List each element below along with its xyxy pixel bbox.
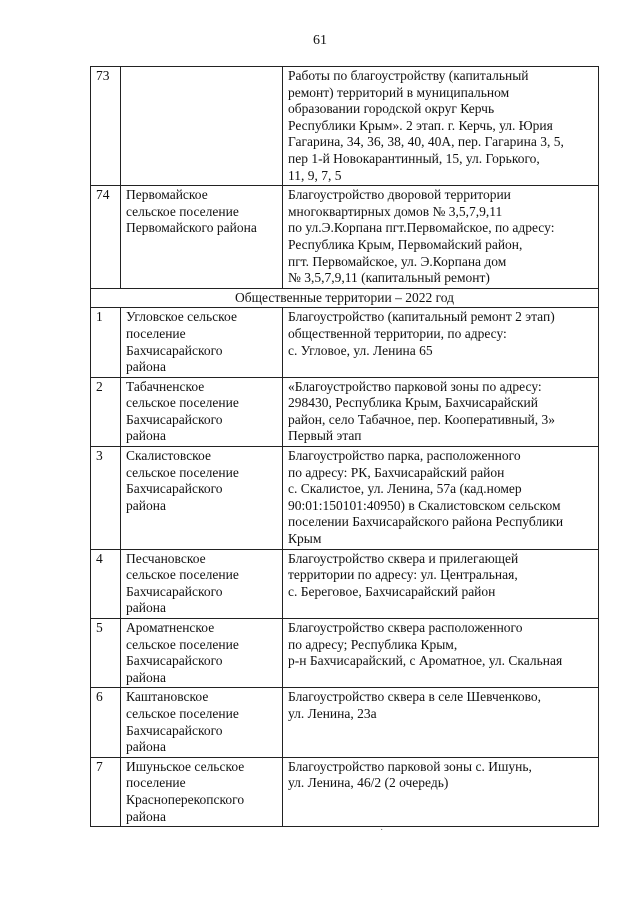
work-description-line: 298430, Республика Крым, Бахчисарайский bbox=[288, 395, 538, 411]
row-number: 74 bbox=[91, 186, 121, 289]
table-row bbox=[91, 308, 599, 377]
settlement-name-line: Первомайского района bbox=[126, 220, 257, 236]
work-description-line: Республика Крым, Первомайский район, bbox=[288, 236, 523, 252]
settlement-name bbox=[121, 308, 283, 377]
work-description-line: Благоустройство (капитальный ремонт 2 этап) bbox=[288, 309, 555, 325]
settlement-name bbox=[121, 619, 283, 688]
settlement-name-line: Красноперекопского bbox=[126, 791, 245, 807]
settlement-name-line: поселение bbox=[126, 325, 186, 341]
settlement-name bbox=[121, 67, 283, 186]
settlement-name-line: Бахчисарайского bbox=[126, 722, 223, 738]
page-number: 61 bbox=[313, 33, 327, 48]
territories-table bbox=[90, 66, 599, 827]
work-description-line: Благоустройство сквера расположенного bbox=[288, 620, 523, 635]
work-description-line: по адресу: РК, Бахчисарайский район bbox=[288, 464, 505, 480]
work-description-line: с. Скалистое, ул. Ленина, 57а (кад.номер bbox=[288, 481, 522, 497]
work-description-line: образовании городской округ Керчь bbox=[288, 101, 495, 117]
work-description bbox=[283, 186, 599, 289]
row-number: 7 bbox=[91, 757, 121, 826]
section-row bbox=[91, 288, 599, 308]
work-description-line: с. Угловое, ул. Ленина 65 bbox=[288, 342, 433, 358]
row-number: 1 bbox=[91, 308, 121, 377]
table-row bbox=[91, 67, 599, 186]
section-title: Общественные территории – 2022 год bbox=[91, 288, 599, 308]
work-description-line: Работы по благоустройству (капитальный bbox=[288, 68, 529, 83]
settlement-name-line: района bbox=[126, 739, 166, 755]
work-description-line: Гагарина, 34, 36, 38, 40, 40А, пер. Гагарина 3, 5, bbox=[288, 134, 564, 150]
settlement-name-line: сельское поселение bbox=[126, 464, 239, 480]
settlement-name-line: Бахчисарайского bbox=[126, 411, 223, 427]
table-row bbox=[91, 549, 599, 618]
work-description-line: Крым bbox=[288, 531, 322, 547]
work-description bbox=[283, 757, 599, 826]
work-description bbox=[283, 377, 599, 446]
settlement-name bbox=[121, 688, 283, 757]
work-description-line: с. Береговое, Бахчисарайский район bbox=[288, 583, 496, 599]
settlement-name-line: района bbox=[126, 428, 166, 444]
settlement-name-line: сельское поселение bbox=[126, 203, 239, 219]
settlement-name bbox=[121, 377, 283, 446]
row-number: 73 bbox=[91, 67, 121, 186]
work-description-line: Благоустройство парка, расположенного bbox=[288, 448, 521, 464]
work-description-line: ремонт) территорий в муниципальном bbox=[288, 84, 510, 100]
work-description-line: № 3,5,7,9,11 (капитальный ремонт) bbox=[288, 270, 490, 286]
settlement-name-line: сельское поселение bbox=[126, 636, 239, 652]
work-description-line: по адресу; Республика Крым, bbox=[288, 636, 458, 652]
settlement-name-line: сельское поселение bbox=[126, 567, 239, 583]
work-description-line: Республики Крым». 2 этап. г. Керчь, ул. Юрия bbox=[288, 117, 553, 133]
work-description bbox=[283, 67, 599, 186]
table-row bbox=[91, 757, 599, 826]
settlement-name bbox=[121, 549, 283, 618]
settlement-name-line: Ишуньское сельское bbox=[126, 758, 245, 774]
settlement-name-line: Бахчисарайского bbox=[126, 653, 223, 669]
work-description-line: Благоустройство парковой зоны с. Ишунь, bbox=[288, 758, 532, 774]
work-description bbox=[283, 688, 599, 757]
row-number: 4 bbox=[91, 549, 121, 618]
settlement-name bbox=[121, 447, 283, 550]
work-description-line: Благоустройство сквера в селе Шевченково, bbox=[288, 689, 542, 705]
settlement-name-line: Песчановское bbox=[126, 550, 206, 566]
work-description-line: район, село Табачное, пер. Кооперативный, 3» bbox=[288, 411, 556, 427]
work-description bbox=[283, 308, 599, 377]
row-number: 3 bbox=[91, 447, 121, 550]
table-row bbox=[91, 688, 599, 757]
work-description-line: территории по адресу: ул. Центральная, bbox=[288, 567, 518, 583]
settlement-name-line: района bbox=[126, 600, 166, 616]
work-description bbox=[283, 549, 599, 618]
settlement-name-line: сельское поселение bbox=[126, 705, 239, 721]
scan-mark: ˙ bbox=[380, 828, 384, 839]
settlement-name-line: района bbox=[126, 669, 166, 685]
settlement-name bbox=[121, 757, 283, 826]
work-description-line: пгт. Первомайское, ул. Э.Корпана дом bbox=[288, 253, 507, 269]
settlement-name-line: Бахчисарайского bbox=[126, 481, 223, 497]
work-description bbox=[283, 619, 599, 688]
settlement-name-line: Бахчисарайского bbox=[126, 342, 223, 358]
work-description-line: Благоустройство сквера и прилегающей bbox=[288, 550, 519, 566]
work-description-line: многоквартирных домов № 3,5,7,9,11 bbox=[288, 203, 503, 219]
work-description-line: поселении Бахчисарайского района Республики bbox=[288, 514, 564, 530]
table-row bbox=[91, 186, 599, 289]
work-description-line: 90:01:150101:40950) в Скалистовском сельском bbox=[288, 497, 561, 513]
settlement-name-line: района bbox=[126, 497, 166, 513]
settlement-name-line: Табачненское bbox=[126, 378, 205, 394]
row-number: 5 bbox=[91, 619, 121, 688]
settlement-name-line: Скалистовское bbox=[126, 448, 211, 464]
table-row bbox=[91, 447, 599, 550]
work-description-line: по ул.Э.Корпана пгт.Первомайское, по адресу: bbox=[288, 220, 555, 236]
work-description-line: Первый этап bbox=[288, 428, 362, 444]
settlement-name-line: сельское поселение bbox=[126, 395, 239, 411]
settlement-name-line: Каштановское bbox=[126, 689, 209, 705]
table-row bbox=[91, 619, 599, 688]
table-row bbox=[91, 377, 599, 446]
settlement-name-line: Угловское сельское bbox=[126, 309, 237, 325]
settlement-name-line: Первомайское bbox=[126, 187, 208, 203]
work-description-line: пер 1-й Новокарантинный, 15, ул. Горького, bbox=[288, 150, 540, 166]
work-description-line: Благоустройство дворовой территории bbox=[288, 187, 511, 203]
work-description-line: общественной территории, по адресу: bbox=[288, 325, 507, 341]
settlement-name-line: Бахчисарайского bbox=[126, 583, 223, 599]
work-description-line: ул. Ленина, 23а bbox=[288, 705, 377, 721]
settlement-name bbox=[121, 186, 283, 289]
table-body bbox=[91, 67, 599, 827]
row-number: 6 bbox=[91, 688, 121, 757]
work-description-line: р-н Бахчисарайский, с Ароматное, ул. Скальная bbox=[288, 653, 563, 669]
settlement-name-line: поселение bbox=[126, 775, 186, 791]
work-description bbox=[283, 447, 599, 550]
settlement-name-line: района bbox=[126, 808, 166, 824]
settlement-name-line: Ароматненское bbox=[126, 620, 215, 635]
work-description-line: ул. Ленина, 46/2 (2 очередь) bbox=[288, 775, 449, 791]
row-number: 2 bbox=[91, 377, 121, 446]
settlement-name-line: района bbox=[126, 359, 166, 375]
work-description-line: «Благоустройство парковой зоны по адресу: bbox=[288, 378, 542, 394]
work-description-line: 11, 9, 7, 5 bbox=[288, 167, 342, 183]
